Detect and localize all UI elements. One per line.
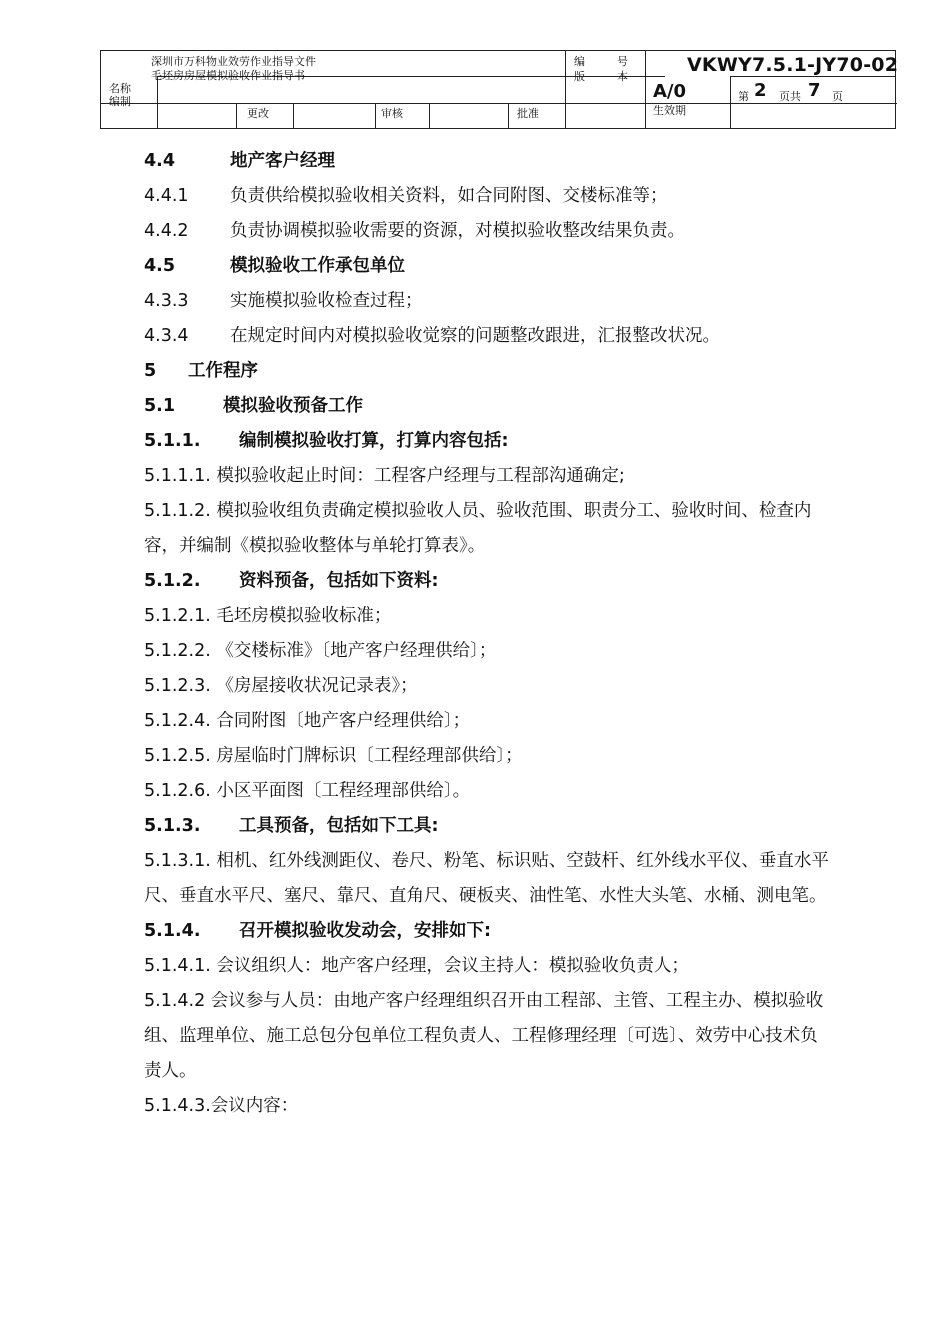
section-heading: 5.1.4. 召开模拟验收发动会，安排如下: [144,921,491,941]
label-compile: 编制 [109,95,131,108]
label-version-b: 本 [617,70,628,83]
section-heading: 4.4 地产客户经理 [144,151,335,171]
section-item: 5.1.3.1. 相机、红外线测距仪、卷尺、粉笔、标识贴、空鼓杆、红外线水平仪、垂直水平尺、垂直水平尺、塞尺、靠尺、直角尺、硬板夹、油性笔、水性大头笔、水桶、测电笔。 [144,851,829,906]
header-rule [293,103,294,129]
header-rule [508,103,509,129]
section-item: 5.1.1.1. 模拟验收起止时间：工程客户经理与工程部沟通确定; [144,466,625,486]
label-modify: 更改 [247,107,269,120]
page-suffix: 页 [832,90,843,103]
page-prefix: 第 [738,90,749,103]
header-rule [730,76,731,129]
label-name: 名称 [109,82,131,95]
section-item: 5.1.2.3. 《房屋接收状况记录表》； [144,676,418,696]
section-heading: 5.1.3. 工具预备，包括如下工具: [144,816,439,836]
section-item: 4.3.3 实施模拟验收检查过程； [144,291,423,311]
section-heading: 5.1.2. 资料预备，包括如下资料: [144,571,439,591]
label-approve: 批准 [517,107,539,120]
section-item: 5.1.2.5. 房屋临时门牌标识〔工程经理部供给〕； [144,746,523,766]
section-item: 5.1.2.4. 合同附图〔地产客户经理供给〕； [144,711,471,731]
header-rule [236,103,237,129]
section-item: 5.1.2.1. 毛坯房模拟验收标准； [144,606,392,626]
document-body [144,144,844,1124]
label-code-b: 号 [617,55,628,68]
section-item: 4.3.4 在规定时间内对模拟验收觉察的问题整改跟进，汇报整改状况。 [144,326,720,346]
document-header-table [100,50,899,129]
page-total: 7 [808,80,821,101]
header-rule [565,51,566,129]
section-heading: 5.1.1. 编制模拟验收打算，打算内容包括: [144,431,509,451]
version-value: A/0 [653,81,687,102]
label-effective-date: 生效期 [653,104,686,117]
section-heading: 5.1 模拟验收预备工作 [144,396,363,416]
section-item: 5.1.2.6. 小区平面图〔工程经理部供给〕。 [144,781,471,801]
company-name: 深圳市万科物业效劳作业指导文件 [151,55,316,68]
label-version-a: 版 [574,70,585,83]
header-rule [730,76,896,77]
section-item: 5.1.4.3.会议内容： [144,1096,299,1116]
label-review: 审核 [381,107,403,120]
section-item: 5.1.4.2 会议参与人员：由地产客户经理组织召开由工程部、主管、工程主办、模拟验收组、监理单位、施工总包分包单位工程负责人、工程修理经理〔可选〕、效劳中心技术负责人。 [144,991,824,1081]
document-title: 毛坯房房屋模拟验收作业指导书 [151,69,305,82]
header-rule [375,103,376,129]
label-code-a: 编 [574,55,585,68]
section-item: 4.4.2 负责协调模拟验收需要的资源，对模拟验收整改结果负责。 [144,221,685,241]
section-item: 5.1.4.1. 会议组织人：地产客户经理，会议主持人：模拟验收负责人； [144,956,689,976]
header-rule [645,51,646,129]
section-item: 5.1.1.2. 模拟验收组负责确定模拟验收人员、验收范围、职责分工、验收时间、检查内容，并编制《模拟验收整体与单轮打算表》。 [144,501,812,556]
section-heading: 4.5 模拟验收工作承包单位 [144,256,405,276]
header-rule [429,103,430,129]
header-rule [101,103,897,104]
header-rule [157,76,158,129]
section-item: 5.1.2.2. 《交楼标准》〔地产客户经理供给〕； [144,641,497,661]
section-heading: 5 工作程序 [144,361,258,381]
page-total-label: 页共 [779,90,801,103]
section-item: 4.4.1 负责供给模拟验收相关资料，如合同附图、交楼标准等； [144,186,668,206]
document-code: VKWY7.5.1-JY70-02 [687,54,899,76]
page-number: 2 [754,80,767,101]
